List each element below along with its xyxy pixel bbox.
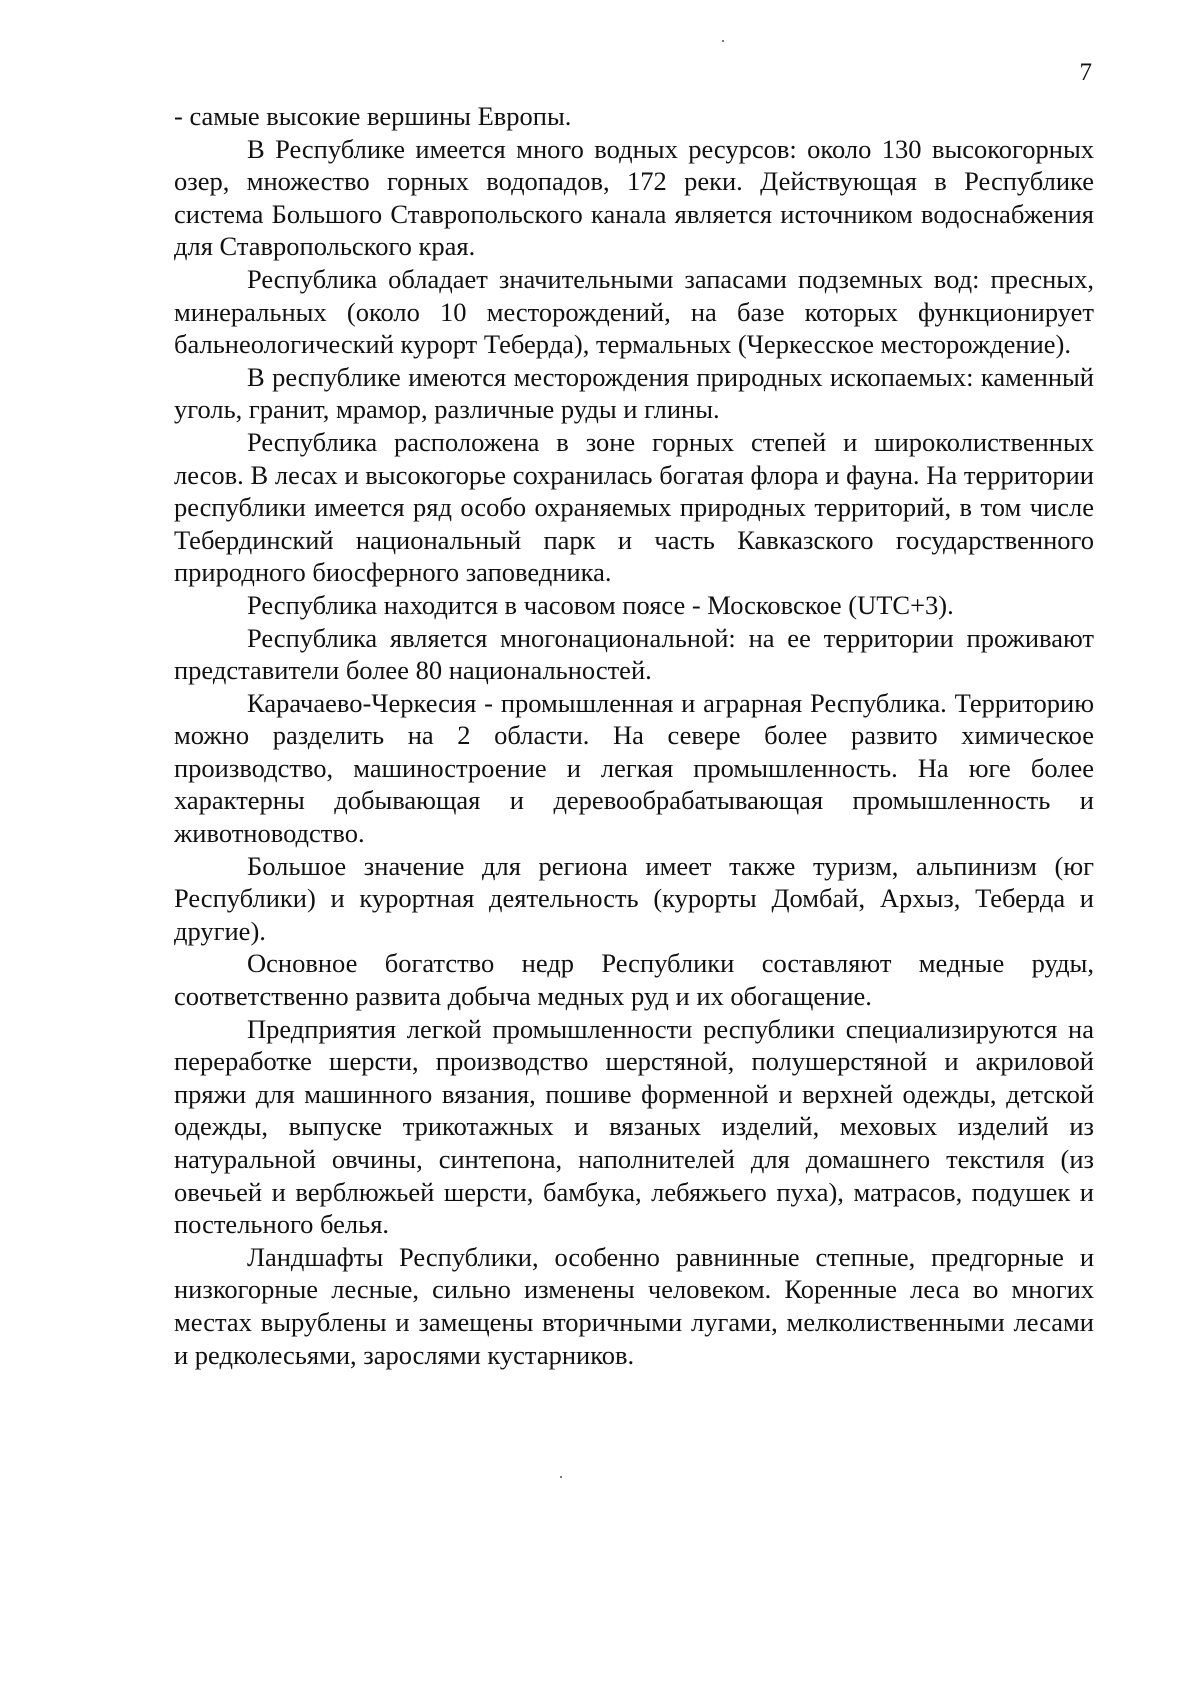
paragraph-landscapes: Ландшафты Республики, особенно равнинные степные, предгорные и низкогорные лесные, сильно изменены человеком. Коренные леса во многих местах вырублены и замещены вторичными лугами, мелколиственными лесами и редколесьями, зарослями кустарников. (174, 1241, 1094, 1370)
paragraph-timezone: Республика находится в часовом поясе - Московское (UTC+3). (247, 589, 954, 620)
paragraph-minerals: В республике имеются месторождения природных ископаемых: каменный уголь, гранит, мрамор, различные руды и глины. (174, 361, 1094, 425)
scan-speck (722, 40, 724, 42)
paragraph-nature: Республика расположена в зоне горных степей и широколиственных лесов. В лесах и высокогорье сохранилась богатая флора и фауна. На территории республики имеется ряд особо охраняемых природных территорий, в том числе Тебердинский национальный парк и часть Кавказского государственного природного биосферного заповедника. (174, 426, 1094, 588)
paragraph-copper: Основное богатство недр Республики составляют медные руды, соответственно развита добыча медных руд и их обогащение. (174, 948, 1094, 1012)
paragraph-tourism: Большое значение для региона имеет также туризм, альпинизм (юг Республики) и курортная деятельность (курорты Домбай, Архыз, Теберда и другие). (174, 850, 1094, 946)
paragraph-industry: Карачаево-Черкесия - промышленная и аграрная Республика. Территорию можно разделить на 2 области. На севере более развито химическое производство, машиностроение и легкая промышленность. На юге более характерны добывающая и деревообрабатывающая промышленность и животноводство. (174, 687, 1094, 849)
paragraph-continuation: - самые высокие вершины Европы. (174, 101, 572, 131)
page-number: 7 (1079, 59, 1092, 86)
paragraph-population: Республика является многонациональной: на ее территории проживают представители более 80 национальностей. (174, 622, 1094, 686)
scan-speck (560, 1476, 562, 1478)
paragraph-light-industry: Предприятия легкой промышленности республики специализируются на переработке шерсти, производство шерстяной, полушерстяной и акриловой пряжи для машинного вязания, пошиве форменной и верхней одежды, детской одежды, выпуске трикотажных и вязаных изделий, меховых изделий из натуральной овчины, синтепона, наполнителей для домашнего текстиля (из овечьей и верблюжьей шерсти, бамбука, лебяжьего пуха), матрасов, подушек и постельного белья. (174, 1013, 1094, 1240)
paragraph-water-resources: В Республике имеется много водных ресурсов: около 130 высокогорных озер, множество горных водопадов, 172 реки. Действующая в Республике система Большого Ставропольского канала является источником водоснабжения для Ставропольского края. (174, 133, 1094, 262)
document-body (174, 100, 1094, 1371)
paragraph-groundwater: Республика обладает значительными запасами подземных вод: пресных, минеральных (около 10 месторождений, на базе которых функционирует бальнеологический курорт Теберда), термальных (Черкесское месторождение). (174, 263, 1094, 360)
